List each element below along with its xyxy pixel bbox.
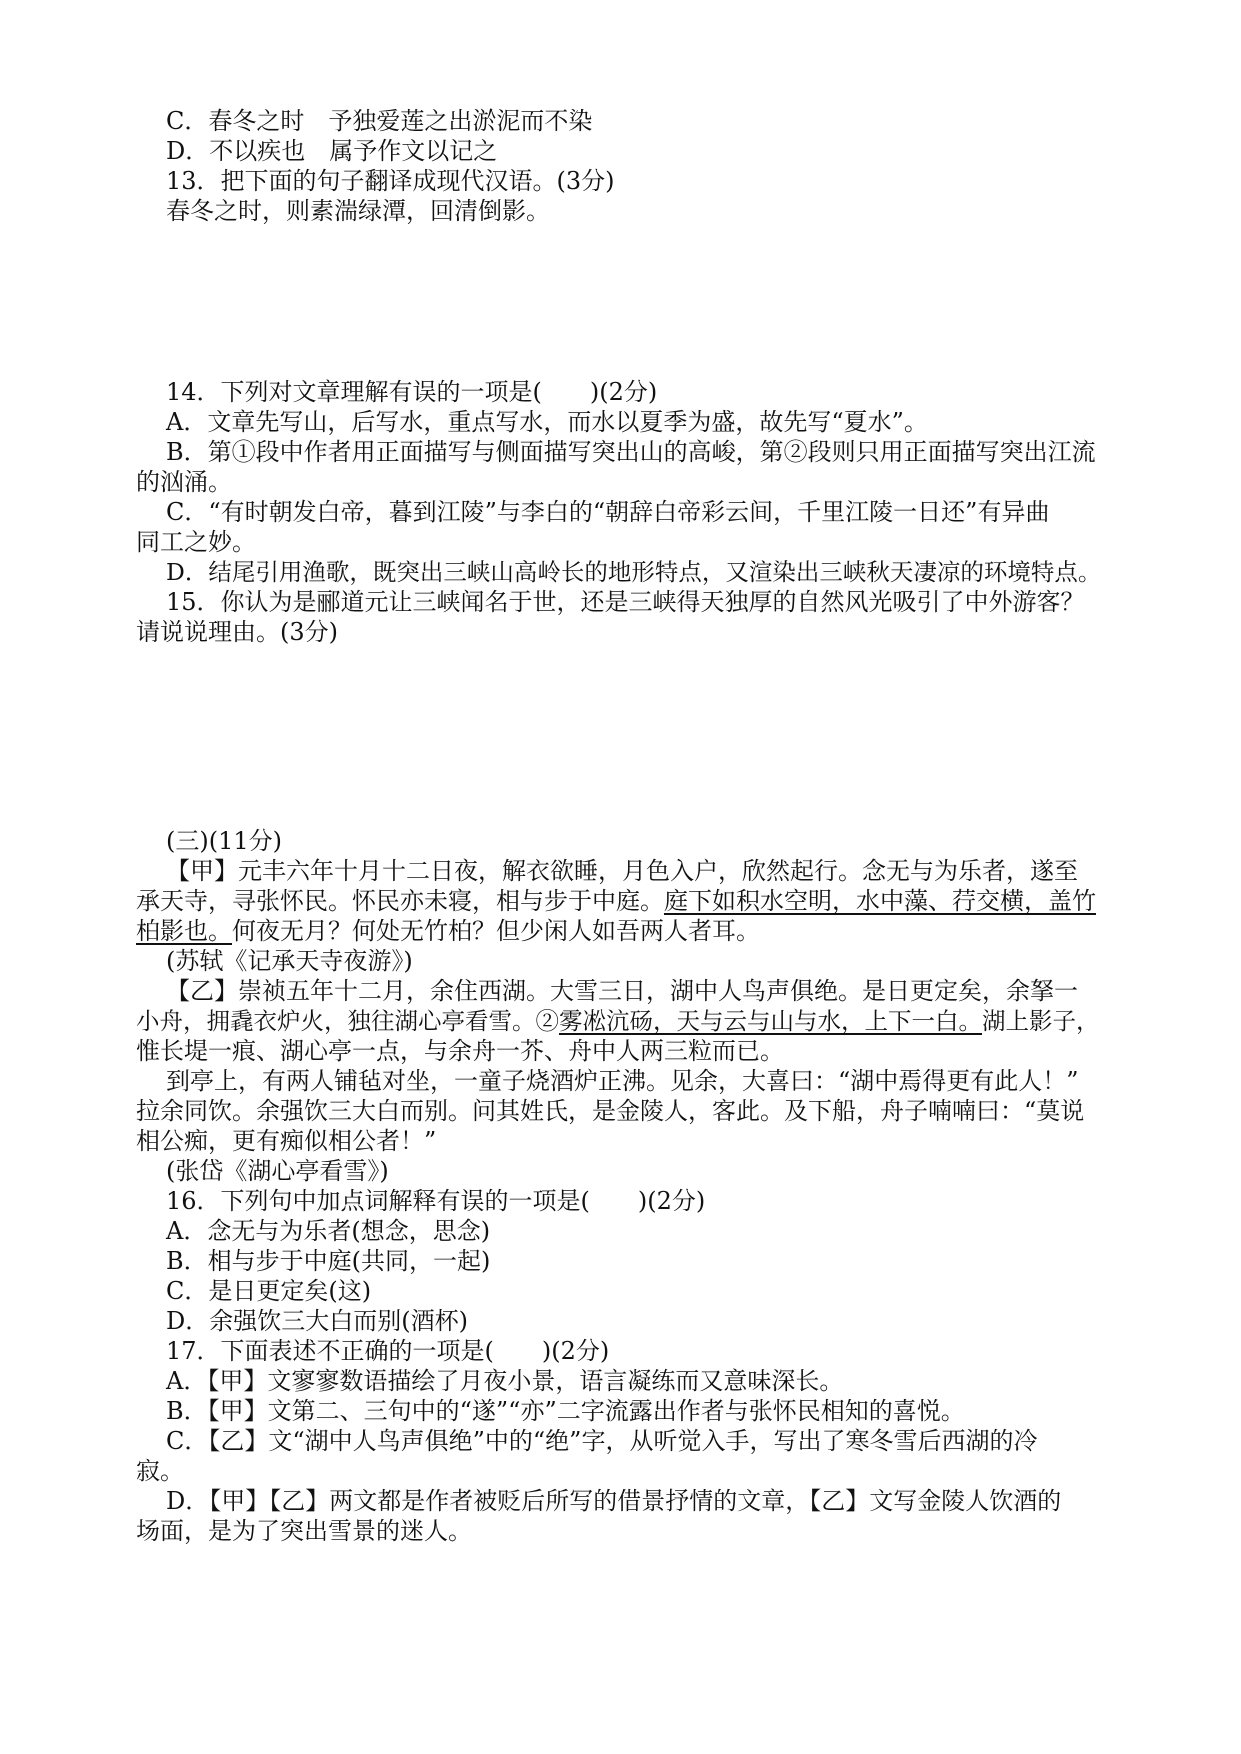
passage-yi-line5: 拉余同饮。余强饮三大白而别。问其姓氏，是金陵人，客此。及下船，舟子喃喃曰：“莫说 xyxy=(136,1097,1085,1125)
q17-option-c-line2: 寂。 xyxy=(136,1457,184,1485)
passage-yi-line4: 到亭上，有两人铺毡对坐，一童子烧酒炉正沸。见余，大喜曰：“湖中焉得更有此人！” xyxy=(166,1067,1079,1095)
passage-jia-source: (苏轼《记承天寺夜游》) xyxy=(166,947,413,975)
q14-option-b-line1: B．第①段中作者用正面描写与侧面描写突出山的高峻，第②段则只用正面描写突出江流 xyxy=(166,438,1096,466)
underlined-sentence-end: 柏影也。 xyxy=(136,917,232,945)
q16-option-a: A．念无与为乐者(想念，思念) xyxy=(166,1217,491,1245)
passage-jia-line1: 【甲】元丰六年十月十二日夜，解衣欲睡，月色入户，欣然起行。念无与为乐者，遂至 xyxy=(166,857,1078,885)
passage-yi-line1: 【乙】崇祯五年十二月，余住西湖。大雪三日，湖中人鸟声俱绝。是日更定矣，余拏一 xyxy=(166,977,1078,1005)
q13-sentence: 春冬之时，则素湍绿潭，回清倒影。 xyxy=(166,197,550,225)
passage-jia-line2: 承天寺，寻张怀民。怀民亦未寝，相与步于中庭。庭下如积水空明，水中藻、荇交横，盖竹 xyxy=(136,887,1096,915)
section3-heading: (三)(11分) xyxy=(166,827,282,855)
q14-option-a: A．文章先写山，后写水，重点写水，而水以夏季为盛，故先写“夏水”。 xyxy=(166,408,928,436)
q17-option-d-line1: D．【甲】【乙】两文都是作者被贬后所写的借景抒情的文章，【乙】文写金陵人饮酒的 xyxy=(166,1487,1062,1515)
q13-stem: 13．把下面的句子翻译成现代汉语。(3分) xyxy=(166,167,615,195)
q16-option-c: C．是日更定矣(这) xyxy=(166,1277,372,1305)
underlined-sentence: 庭下如积水空明，水中藻、荇交横，盖竹 xyxy=(664,887,1096,915)
underlined-sentence-2: 雾凇沆砀，天与云与山与水，上下一白。 xyxy=(559,1007,982,1035)
passage-jia-line3: 柏影也。何夜无月？何处无竹柏？但少闲人如吾两人者耳。 xyxy=(136,917,760,945)
q16-option-d: D．余强饮三大白而别(酒杯) xyxy=(166,1307,468,1335)
q14-option-c-line2: 同工之妙。 xyxy=(136,528,256,556)
passage-yi-line6: 相公痴，更有痴似相公者！” xyxy=(136,1127,437,1155)
q15-stem-line2: 请说说理由。(3分) xyxy=(136,618,338,646)
q15-stem-line1: 15．你认为是郦道元让三峡闻名于世，还是三峡得天独厚的自然风光吸引了中外游客？ xyxy=(166,588,1085,616)
q17-option-c-line1: C．【乙】文“湖中人鸟声俱绝”中的“绝”字，从听觉入手，写出了寒冬雪后西湖的冷 xyxy=(166,1427,1038,1455)
q16-option-b: B．相与步于中庭(共同，一起) xyxy=(166,1247,491,1275)
passage-yi-source: (张岱《湖心亭看雪》) xyxy=(166,1157,389,1185)
q17-option-a: A．【甲】文寥寥数语描绘了月夜小景，语言凝练而又意味深长。 xyxy=(166,1367,844,1395)
q14-stem: 14．下列对文章理解有误的一项是( )(2分) xyxy=(166,378,658,406)
q17-option-b: B．【甲】文第二、三句中的“遂”“亦”二字流露出作者与张怀民相知的喜悦。 xyxy=(166,1397,965,1425)
q17-option-d-line2: 场面，是为了突出雪景的迷人。 xyxy=(136,1517,472,1545)
q17-stem: 17．下面表述不正确的一项是( )(2分) xyxy=(166,1337,610,1365)
q12-option-d: D．不以疾也 属予作文以记之 xyxy=(166,137,498,165)
q14-option-b-line2: 的汹涌。 xyxy=(136,468,232,496)
passage-yi-line2: 小舟，拥毳衣炉火，独往湖心亭看雪。②雾凇沆砀，天与云与山与水，上下一白。湖上影子， xyxy=(136,1007,1100,1035)
q16-stem: 16．下列句中加点词解释有误的一项是( )(2分) xyxy=(166,1187,706,1215)
q12-option-c: C．春冬之时 予独爱莲之出淤泥而不染 xyxy=(166,107,593,135)
q14-option-d: D．结尾引用渔歌，既突出三峡山高岭长的地形特点，又渲染出三峡秋天凄凉的环境特点。 xyxy=(166,558,1102,586)
passage-yi-line3: 惟长堤一痕、湖心亭一点，与余舟一芥、舟中人两三粒而已。 xyxy=(136,1037,784,1065)
q14-option-c-line1: C．“有时朝发白帝，暮到江陵”与李白的“朝辞白帝彩云间，千里江陵一日还”有异曲 xyxy=(166,498,1050,526)
